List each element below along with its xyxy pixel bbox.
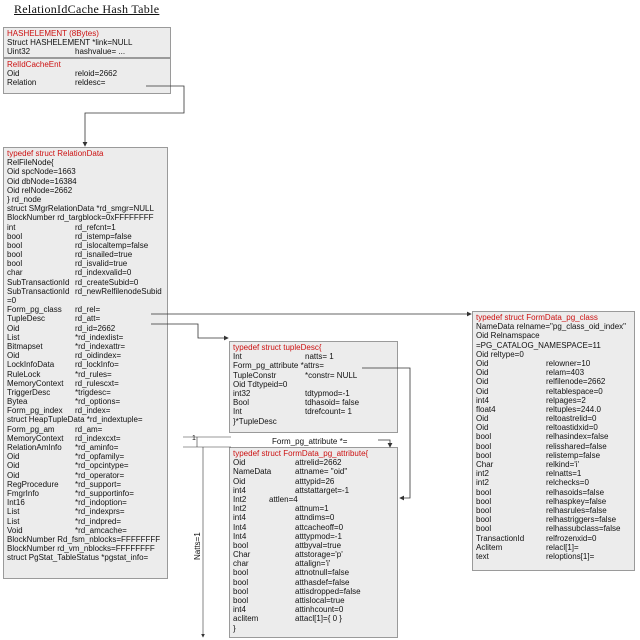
field-type: struct HeapTupleData *rd_indextuple= (7, 415, 143, 425)
field-value: rd_indexvalid=0 (75, 268, 132, 278)
field-type: =PG_CATALOG_NAMESPACE=11 (476, 340, 601, 350)
field-value: attnotnull=false (295, 568, 350, 578)
field-value: relpages=2 (546, 395, 586, 405)
field-value: *rd_support= (75, 479, 122, 489)
field-value: reloptions[1]= (546, 551, 595, 561)
field-value: *rd_options= (75, 397, 121, 407)
field-type: Bool (233, 398, 250, 408)
field-type: bool (476, 441, 492, 451)
field-value: attrelid=2662 (295, 458, 342, 468)
field-type: typedef struct tupleDesc{ (233, 343, 322, 352)
field-type: int2 (476, 478, 489, 488)
field-value: attcacheoff=0 (295, 522, 344, 532)
field-value: attndims=0 (295, 513, 335, 523)
field-value: rd_am= (75, 424, 103, 434)
field-type: BlockNumber rd_targblock=0xFFFFFFFF (7, 213, 154, 223)
field-value: atttypid=26 (295, 476, 335, 486)
field-type: int4 (476, 395, 489, 405)
field-value: attlen=4 (269, 494, 298, 504)
field-type: =0 (7, 296, 17, 305)
field-type: SubTransactionId (7, 286, 70, 296)
attr-pointer-arrow (378, 440, 390, 447)
diagram-title: RelationIdCache Hash Table (14, 2, 160, 16)
field-type: int4 (233, 485, 246, 495)
field-value: attinhcount=0 (295, 605, 344, 615)
field-value: rd_isvalid=true (75, 259, 128, 269)
field-type: Int2 (233, 504, 247, 514)
field-type: Oid (476, 423, 489, 433)
field-type: int2 (476, 469, 489, 479)
field-value: rd_lockInfo= (75, 360, 119, 370)
field-type: Oid (233, 476, 246, 486)
field-type: Void (7, 525, 23, 535)
field-type: Oid (476, 414, 489, 424)
field-value: atthasdef=false (295, 577, 350, 587)
field-type: Form_pg_index (7, 406, 63, 416)
field-value: *rd_indexlist= (75, 332, 124, 342)
field-type: Uint32 (7, 47, 31, 57)
field-type: LockInfoData (7, 360, 55, 370)
field-type: Bitmapset (7, 341, 43, 351)
field-value: attacl[1]={ 0 } (295, 614, 342, 624)
field-type: Oid (7, 351, 20, 361)
field-value: relfilenode=2662 (546, 377, 606, 387)
field-type: NameData (233, 467, 272, 477)
field-value: natts= 1 (305, 352, 334, 362)
field-value: reltoastrelid=0 (546, 414, 597, 424)
field-value: attbyval=true (295, 540, 342, 550)
rd-att-arrow (151, 324, 228, 338)
field-value: *rd_supportinfo= (75, 488, 134, 498)
field-type: typedef struct RelationData (7, 149, 104, 158)
field-type: bool (233, 586, 249, 596)
field-value: *rd_indpred= (75, 516, 122, 526)
field-value: *rd_indoption= (75, 498, 127, 508)
field-type: RelFileNode{ (7, 158, 54, 168)
field-type: Oid reltype=0 (476, 349, 524, 359)
field-type: Int (233, 407, 242, 417)
field-value: relhasindex=false (546, 432, 609, 442)
field-type: List (7, 507, 20, 517)
field-value: attalign='i' (295, 559, 331, 569)
field-type: Oid (476, 368, 489, 378)
field-type: Aclitem (476, 542, 503, 552)
field-type: Oid (476, 377, 489, 387)
field-type: Int4 (233, 531, 247, 541)
field-type: HASHELEMENT (8Bytes) (7, 29, 99, 38)
field-type: RelationAmInfo (7, 443, 62, 452)
field-type: Oid (476, 358, 489, 368)
field-type: Form_pg_am (7, 424, 55, 434)
field-value: relkind='i' (546, 460, 580, 469)
field-type: Oid (476, 386, 489, 396)
field-type: Int2 (233, 494, 247, 504)
field-type: Oid (7, 323, 20, 333)
field-type: Int16 (7, 498, 25, 508)
attrs-arrow (362, 368, 410, 498)
field-value: *rd_indexattr= (75, 341, 126, 351)
natts-label: Natts=1 (193, 532, 202, 560)
field-type: TransactionId (476, 533, 525, 543)
field-type: Oid (7, 461, 20, 471)
field-type: BlockNumber Rd_fsm_nblocks=FFFFFFFF (7, 534, 161, 544)
field-type: bool (476, 450, 492, 460)
field-value: rd_att= (75, 314, 101, 324)
field-type: Oid (233, 458, 246, 468)
field-type: aclitem (233, 614, 259, 624)
field-value: rd_indexcxt= (75, 433, 121, 443)
field-type: List (7, 332, 20, 342)
field-value: *rd_rules= (75, 369, 112, 379)
field-type: }*TupleDesc (233, 416, 277, 426)
field-type: bool (476, 432, 492, 442)
field-type: Oid (7, 470, 20, 480)
field-value: rd_newRelfilenodeSubid (75, 286, 162, 296)
field-value: *trigdesc= (75, 387, 111, 397)
field-type: bool (476, 505, 492, 515)
field-type: Struct HASHELEMENT *link=NULL (7, 38, 133, 48)
field-type: Relation (7, 78, 37, 88)
field-type: bool (476, 524, 492, 534)
field-value: *constr= NULL (305, 370, 358, 380)
field-value: rd_rulescxt= (75, 378, 119, 388)
field-value: tdhasoid= false (305, 398, 360, 408)
field-value: *rd_amcache= (75, 525, 127, 535)
field-value: rd_oidindex= (75, 351, 122, 361)
dimension-one-label: 1 (192, 435, 196, 442)
field-type: RuleLock (7, 369, 41, 379)
field-type: RegProcedure (7, 479, 59, 489)
field-type: Bytea (7, 397, 28, 407)
field-value: relhasoids=false (546, 487, 605, 497)
field-type: Char (476, 460, 494, 469)
field-value: reltuples=244.0 (546, 404, 601, 414)
field-value: reltoastidxid=0 (546, 423, 598, 433)
field-type: bool (476, 487, 492, 497)
field-type: struct SMgrRelationData *rd_smgr=NULL (7, 204, 154, 214)
field-type: typedef struct FormData_pg_class (476, 313, 598, 322)
attr-pointer-label: Form_pg_attribute *= (272, 437, 348, 446)
field-type: Oid (7, 69, 20, 79)
field-value: relfrozenxid=0 (546, 533, 597, 543)
field-value: relisshared=false (546, 441, 607, 451)
field-type: Int4 (233, 522, 247, 532)
field-type: } (233, 623, 236, 633)
field-value: attnum=1 (295, 504, 329, 514)
field-value: relnatts=1 (546, 469, 582, 479)
field-value: relacl[1]= (546, 542, 579, 552)
field-type: Char (233, 550, 251, 560)
field-type: MemoryContext (7, 433, 64, 443)
field-value: attisdropped=false (295, 586, 361, 596)
field-value: relhaspkey=false (546, 496, 607, 506)
reldesc-arrow (85, 86, 184, 146)
field-value: rd_id=2662 (75, 323, 116, 333)
field-type: List (7, 516, 20, 526)
field-value: *rd_aminfo= (75, 443, 119, 452)
field-type: Oid spcNode=1663 (7, 167, 76, 177)
field-value: hashvalue= ... (75, 47, 126, 57)
field-value: rd_index= (75, 406, 111, 416)
field-value: relhasrules=false (546, 505, 607, 515)
field-type: int4 (233, 605, 246, 615)
field-type: MemoryContext (7, 378, 64, 388)
field-type: bool (7, 259, 23, 269)
field-value: *rd_opcintype= (75, 461, 129, 471)
field-value: relchecks=0 (546, 478, 589, 488)
field-type: bool (7, 231, 23, 241)
field-value: attislocal=true (295, 596, 345, 605)
field-type: NameData relname="pg_class_oid_index" (476, 322, 626, 332)
field-type: Form_pg_attribute *attrs= (233, 361, 324, 371)
field-value: rd_createSubid=0 (75, 277, 139, 287)
field-value: atttypmod=-1 (295, 531, 342, 541)
field-value: attstattarget=-1 (295, 485, 350, 495)
field-value: relistemp=false (546, 450, 601, 460)
field-type: TupleConstr (233, 370, 277, 380)
field-type: char (7, 268, 23, 278)
field-value: relowner=10 (546, 358, 591, 368)
field-type: bool (7, 240, 23, 250)
field-type: struct PgStat_TableStatus *pgstat_info= (7, 553, 149, 563)
field-value: attname= "oid" (295, 467, 348, 477)
field-type: SubTransactionId (7, 277, 70, 287)
field-value: tdrefcount= 1 (305, 407, 352, 417)
field-type: TriggerDesc (7, 387, 51, 397)
field-type: BlockNumber rd_vm_nblocks=FFFFFFFF (7, 544, 155, 554)
field-type: bool (233, 596, 249, 605)
field-value: rd_islocaltemp=false (75, 240, 149, 250)
field-type: bool (476, 496, 492, 506)
field-type: int32 (233, 388, 251, 398)
field-value: *rd_opfamily= (75, 452, 125, 462)
field-type: typedef struct FormData_pg_attribute{ (233, 449, 369, 458)
field-value: reltablespace=0 (546, 386, 603, 396)
field-type: RelIdCacheEnt (7, 60, 61, 69)
field-type: TupleDesc (7, 314, 45, 324)
field-value: rd_isnailed=true (75, 250, 133, 260)
field-type: Form_pg_class (7, 305, 62, 315)
field-value: rd_refcnt=1 (75, 222, 116, 232)
field-type: } rd_node (7, 194, 42, 204)
field-type: FmgrInfo (7, 488, 40, 498)
field-type: bool (233, 540, 249, 550)
field-type: Int (233, 352, 242, 362)
field-value: rd_istemp=false (75, 231, 132, 241)
field-type: int (7, 222, 16, 232)
field-type: Oid Relnamspace (476, 331, 540, 341)
field-value: *rd_operator= (75, 470, 125, 480)
field-type: bool (233, 568, 249, 578)
field-value: relhastriggers=false (546, 515, 617, 525)
field-value: reloid=2662 (75, 69, 118, 79)
field-value: rd_rel= (75, 305, 101, 315)
field-type: Oid Tdtypeid=0 (233, 379, 288, 389)
field-type: float4 (476, 404, 496, 414)
field-type: bool (476, 515, 492, 525)
field-value: relam=403 (546, 368, 585, 378)
field-type: Oid dbNode=16384 (7, 176, 77, 186)
field-type: bool (233, 577, 249, 587)
field-type: Oid relNode=2662 (7, 185, 73, 195)
field-type: bool (7, 250, 23, 260)
field-type: int4 (233, 513, 246, 523)
field-value: *rd_indexprs= (75, 507, 125, 517)
field-type: text (476, 551, 489, 561)
field-type: char (233, 559, 249, 569)
field-value: attstorage='p' (295, 550, 343, 560)
field-value: relhassubclass=false (546, 524, 621, 534)
field-value: reldesc= (75, 78, 106, 88)
field-type: Oid (7, 452, 20, 462)
field-value: tdtypmod=-1 (305, 388, 350, 398)
